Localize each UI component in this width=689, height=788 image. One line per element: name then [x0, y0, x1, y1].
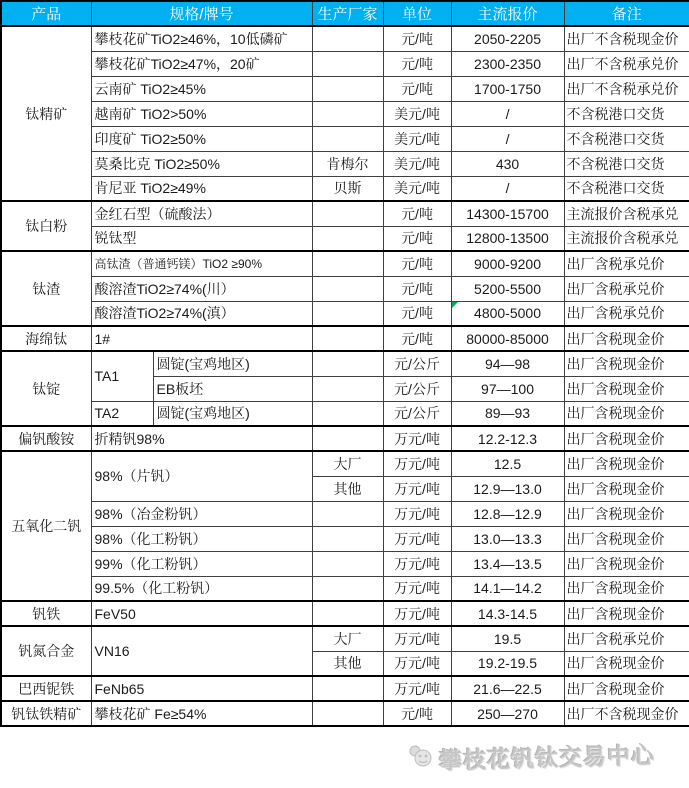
- unit-cell: 元/公斤: [383, 401, 451, 426]
- spec-cell: 肯尼亚 TiO2≥49%: [91, 176, 312, 201]
- spec-cell: FeNb65: [91, 676, 312, 701]
- note-cell: 出厂含税现金价: [564, 651, 689, 676]
- table-row: [1, 501, 689, 526]
- column-header-4: 主流报价: [451, 1, 564, 26]
- note-cell: 出厂含税现金价: [564, 476, 689, 501]
- table-row: [1, 451, 689, 476]
- spec-cell: 云南矿 TiO2≥45%: [91, 76, 312, 101]
- spec-cell: 攀枝花矿 Fe≥54%: [91, 701, 312, 726]
- column-header-2: 生产厂家: [312, 1, 383, 26]
- note-cell: 出厂不含税承兑价: [564, 51, 689, 76]
- spec-cell: 攀枝花矿TiO2≥46%，10低磷矿: [91, 26, 312, 51]
- note-cell: 出厂含税现金价: [564, 451, 689, 476]
- unit-cell: 元/吨: [383, 276, 451, 301]
- unit-cell: 万元/吨: [383, 426, 451, 451]
- unit-cell: 美元/吨: [383, 176, 451, 201]
- maker-cell: [312, 551, 383, 576]
- product-cell: 钒氮合金: [1, 626, 91, 676]
- note-cell: 出厂含税现金价: [564, 351, 689, 376]
- unit-cell: 美元/吨: [383, 151, 451, 176]
- spec-cell: 攀枝花矿TiO2≥47%，20矿: [91, 51, 312, 76]
- maker-cell: [312, 676, 383, 701]
- maker-cell: 其他: [312, 476, 383, 501]
- note-cell: 出厂含税现金价: [564, 326, 689, 351]
- table-row: [1, 351, 689, 376]
- price-cell: 80000-85000: [451, 326, 564, 351]
- unit-cell: 元/吨: [383, 301, 451, 326]
- maker-cell: 其他: [312, 651, 383, 676]
- note-cell: 出厂不含税承兑价: [564, 76, 689, 101]
- price-cell: 12.5: [451, 451, 564, 476]
- note-cell: 出厂含税现金价: [564, 401, 689, 426]
- spec-cell: 99%（化工粉钒）: [91, 551, 312, 576]
- spec-cell: 高钛渣（普通钙镁）TiO2 ≥90%: [91, 251, 312, 276]
- spec-cell: VN16: [91, 626, 312, 676]
- note-cell: 出厂含税承兑价: [564, 276, 689, 301]
- unit-cell: 万元/吨: [383, 451, 451, 476]
- unit-cell: 元/吨: [383, 326, 451, 351]
- spec-cell: 98%（化工粉钒）: [91, 526, 312, 551]
- spec-cell: 圆锭(宝鸡地区): [153, 401, 312, 426]
- maker-cell: [312, 251, 383, 276]
- watermark-text: 攀枝花钒钛交易中心: [438, 742, 656, 774]
- product-cell: 钛锭: [1, 351, 91, 426]
- note-cell: 不含税港口交货: [564, 151, 689, 176]
- table-row: [1, 76, 689, 101]
- maker-cell: [312, 201, 383, 226]
- table-row: [1, 601, 689, 626]
- unit-cell: 元/吨: [383, 251, 451, 276]
- watermark-logo-icon: [406, 743, 436, 771]
- table-row: [1, 101, 689, 126]
- price-cell: /: [451, 126, 564, 151]
- note-cell: 主流报价含税承兑: [564, 226, 689, 251]
- maker-cell: [312, 601, 383, 626]
- note-cell: 出厂含税现金价: [564, 601, 689, 626]
- table-row: [1, 276, 689, 301]
- table-row: [1, 676, 689, 701]
- spec-cell: 印度矿 TiO2≥50%: [91, 126, 312, 151]
- spec-cell: 折精钒98%: [91, 426, 312, 451]
- note-cell: 不含税港口交货: [564, 126, 689, 151]
- table-row: [1, 301, 689, 326]
- maker-cell: 大厂: [312, 626, 383, 651]
- maker-cell: [312, 351, 383, 376]
- unit-cell: 万元/吨: [383, 601, 451, 626]
- unit-cell: 元/吨: [383, 51, 451, 76]
- price-cell: 12.2-12.3: [451, 426, 564, 451]
- price-cell: 19.5: [451, 626, 564, 651]
- note-cell: 出厂含税承兑价: [564, 251, 689, 276]
- spec-cell: 1#: [91, 326, 312, 351]
- maker-cell: [312, 576, 383, 601]
- unit-cell: 元/吨: [383, 76, 451, 101]
- spec-cell: EB板坯: [153, 376, 312, 401]
- maker-cell: [312, 326, 383, 351]
- unit-cell: 万元/吨: [383, 676, 451, 701]
- price-cell: 94—98: [451, 351, 564, 376]
- note-cell: 不含税港口交货: [564, 176, 689, 201]
- price-cell: 2050-2205: [451, 26, 564, 51]
- product-cell: 海绵钛: [1, 326, 91, 351]
- note-cell: 主流报价含税承兑: [564, 201, 689, 226]
- column-header-3: 单位: [383, 1, 451, 26]
- column-header-1: 规格/牌号: [91, 1, 312, 26]
- unit-cell: 美元/吨: [383, 126, 451, 151]
- maker-cell: [312, 26, 383, 51]
- maker-cell: [312, 376, 383, 401]
- spec-cell: 金红石型（硫酸法）: [91, 201, 312, 226]
- table-header: [1, 1, 689, 26]
- spec-cell: FeV50: [91, 601, 312, 626]
- product-cell: 钛白粉: [1, 201, 91, 251]
- table-row: [1, 526, 689, 551]
- note-cell: 出厂不含税现金价: [564, 26, 689, 51]
- unit-cell: 元/吨: [383, 701, 451, 726]
- note-cell: 出厂含税现金价: [564, 526, 689, 551]
- table-body: [1, 26, 689, 726]
- price-cell: 13.4—13.5: [451, 551, 564, 576]
- price-cell: 14.1—14.2: [451, 576, 564, 601]
- grade-cell: TA2: [91, 401, 153, 426]
- unit-cell: 万元/吨: [383, 526, 451, 551]
- note-cell: 出厂含税承兑价: [564, 301, 689, 326]
- note-cell: 出厂含税承兑价: [564, 626, 689, 651]
- note-cell: 不含税港口交货: [564, 101, 689, 126]
- unit-cell: 万元/吨: [383, 651, 451, 676]
- spec-cell: 酸溶渣TiO2≥74%(滇）: [91, 301, 312, 326]
- table-row: [1, 551, 689, 576]
- maker-cell: 大厂: [312, 451, 383, 476]
- product-cell: 钛精矿: [1, 26, 91, 201]
- maker-cell: 肯梅尔: [312, 151, 383, 176]
- price-cell: 13.0—13.3: [451, 526, 564, 551]
- unit-cell: 元/吨: [383, 26, 451, 51]
- maker-cell: [312, 426, 383, 451]
- table-row: [1, 401, 689, 426]
- price-cell: 4800-5000: [451, 301, 564, 326]
- product-cell: 偏钒酸铵: [1, 426, 91, 451]
- unit-cell: 元/吨: [383, 201, 451, 226]
- spec-cell: 锐钛型: [91, 226, 312, 251]
- header-row: [1, 1, 689, 26]
- note-cell: 出厂含税现金价: [564, 426, 689, 451]
- unit-cell: 元/公斤: [383, 351, 451, 376]
- note-cell: 出厂含税现金价: [564, 501, 689, 526]
- price-cell: 9000-9200: [451, 251, 564, 276]
- maker-cell: [312, 76, 383, 101]
- price-cell: 12.9—13.0: [451, 476, 564, 501]
- spec-cell: 越南矿 TiO2>50%: [91, 101, 312, 126]
- table-row: [1, 51, 689, 76]
- price-cell: 19.2-19.5: [451, 651, 564, 676]
- product-cell: 五氧化二钒: [1, 451, 91, 601]
- maker-cell: 贝斯: [312, 176, 383, 201]
- price-cell: 430: [451, 151, 564, 176]
- price-cell: 2300-2350: [451, 51, 564, 76]
- price-cell: /: [451, 101, 564, 126]
- maker-cell: [312, 101, 383, 126]
- maker-cell: [312, 701, 383, 726]
- table-row: [1, 126, 689, 151]
- note-cell: 出厂含税现金价: [564, 376, 689, 401]
- price-cell: 21.6—22.5: [451, 676, 564, 701]
- watermark: [406, 740, 655, 773]
- column-header-5: 备注: [564, 1, 689, 26]
- note-cell: 出厂不含税现金价: [564, 701, 689, 726]
- table-row: [1, 226, 689, 251]
- price-cell: /: [451, 176, 564, 201]
- maker-cell: [312, 276, 383, 301]
- maker-cell: [312, 301, 383, 326]
- table-row: [1, 251, 689, 276]
- maker-cell: [312, 226, 383, 251]
- price-cell: 250—270: [451, 701, 564, 726]
- spec-cell: 莫桑比克 TiO2≥50%: [91, 151, 312, 176]
- maker-cell: [312, 526, 383, 551]
- unit-cell: 万元/吨: [383, 501, 451, 526]
- unit-cell: 元/吨: [383, 226, 451, 251]
- product-cell: 钒钛铁精矿: [1, 701, 91, 726]
- column-header-0: 产品: [1, 1, 91, 26]
- unit-cell: 万元/吨: [383, 576, 451, 601]
- spec-cell: 99.5%（化工粉钒）: [91, 576, 312, 601]
- price-cell: 14.3-14.5: [451, 601, 564, 626]
- price-cell: 12.8—12.9: [451, 501, 564, 526]
- price-cell: 1700-1750: [451, 76, 564, 101]
- spec-cell: 酸溶渣TiO2≥74%(川）: [91, 276, 312, 301]
- note-cell: 出厂含税现金价: [564, 676, 689, 701]
- price-cell: 14300-15700: [451, 201, 564, 226]
- price-cell: 89—93: [451, 401, 564, 426]
- spec-cell: 圆锭(宝鸡地区): [153, 351, 312, 376]
- maker-cell: [312, 501, 383, 526]
- table-row: [1, 626, 689, 651]
- table-row: [1, 326, 689, 351]
- maker-cell: [312, 401, 383, 426]
- unit-cell: 美元/吨: [383, 101, 451, 126]
- unit-cell: 万元/吨: [383, 476, 451, 501]
- spec-cell: 98%（片钒）: [91, 451, 312, 501]
- product-cell: 钒铁: [1, 601, 91, 626]
- price-cell: 97—100: [451, 376, 564, 401]
- unit-cell: 元/公斤: [383, 376, 451, 401]
- table-row: [1, 576, 689, 601]
- note-cell: 出厂含税现金价: [564, 576, 689, 601]
- product-cell: 钛渣: [1, 251, 91, 326]
- maker-cell: [312, 51, 383, 76]
- maker-cell: [312, 126, 383, 151]
- grade-cell: TA1: [91, 351, 153, 401]
- unit-cell: 万元/吨: [383, 626, 451, 651]
- table-row: [1, 701, 689, 726]
- note-cell: 出厂含税现金价: [564, 551, 689, 576]
- spec-cell: 98%（冶金粉钒）: [91, 501, 312, 526]
- table-row: [1, 426, 689, 451]
- table-row: [1, 151, 689, 176]
- product-cell: 巴西铌铁: [1, 676, 91, 701]
- table-row: [1, 201, 689, 226]
- table-row: [1, 176, 689, 201]
- price-cell: 12800-13500: [451, 226, 564, 251]
- price-cell: 5200-5500: [451, 276, 564, 301]
- table-row: [1, 26, 689, 51]
- unit-cell: 万元/吨: [383, 551, 451, 576]
